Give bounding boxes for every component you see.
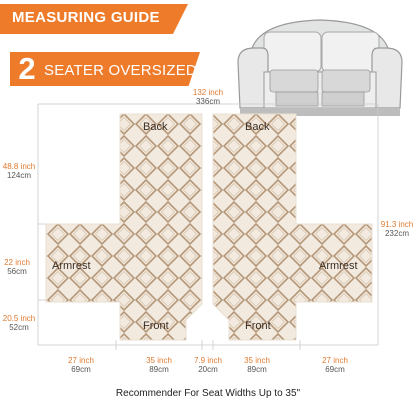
dim-gap-width: 7.9 inch 20cm	[193, 356, 223, 375]
seater-label: SEATER OVERSIZED	[44, 62, 197, 79]
front-label-left: Front	[143, 320, 169, 332]
dim-total-height: 91.3 inch 232cm	[380, 220, 414, 239]
cover-panel-right	[213, 114, 372, 340]
dim-front-height: 20.5 inch 52cm	[2, 314, 36, 333]
dim-total-width: 132 inch 336cm	[192, 88, 224, 107]
dim-seat-width-left: 35 inch 89cm	[146, 356, 172, 375]
armrest-label-left: Armrest	[52, 260, 91, 272]
footer-note: Recommender For Seat Widths Up to 35"	[115, 388, 301, 399]
cover-panel-left	[46, 114, 202, 340]
dim-arm-width-left: 27 inch 69cm	[68, 356, 94, 375]
front-label-right: Front	[245, 320, 271, 332]
page-title: MEASURING GUIDE	[12, 9, 160, 26]
seater-number: 2	[18, 51, 36, 86]
dim-arm-width-right: 27 inch 69cm	[322, 356, 348, 375]
back-label-left: Back	[143, 121, 168, 133]
dim-seat-width-right: 35 inch 89cm	[244, 356, 270, 375]
armrest-label-right: Armrest	[319, 260, 358, 272]
dim-armrest-height: 22 inch 56cm	[4, 258, 30, 277]
dim-back-height: 48.8 inch 124cm	[2, 162, 36, 181]
sofa-illustration	[238, 20, 402, 116]
back-label-right: Back	[245, 121, 270, 133]
